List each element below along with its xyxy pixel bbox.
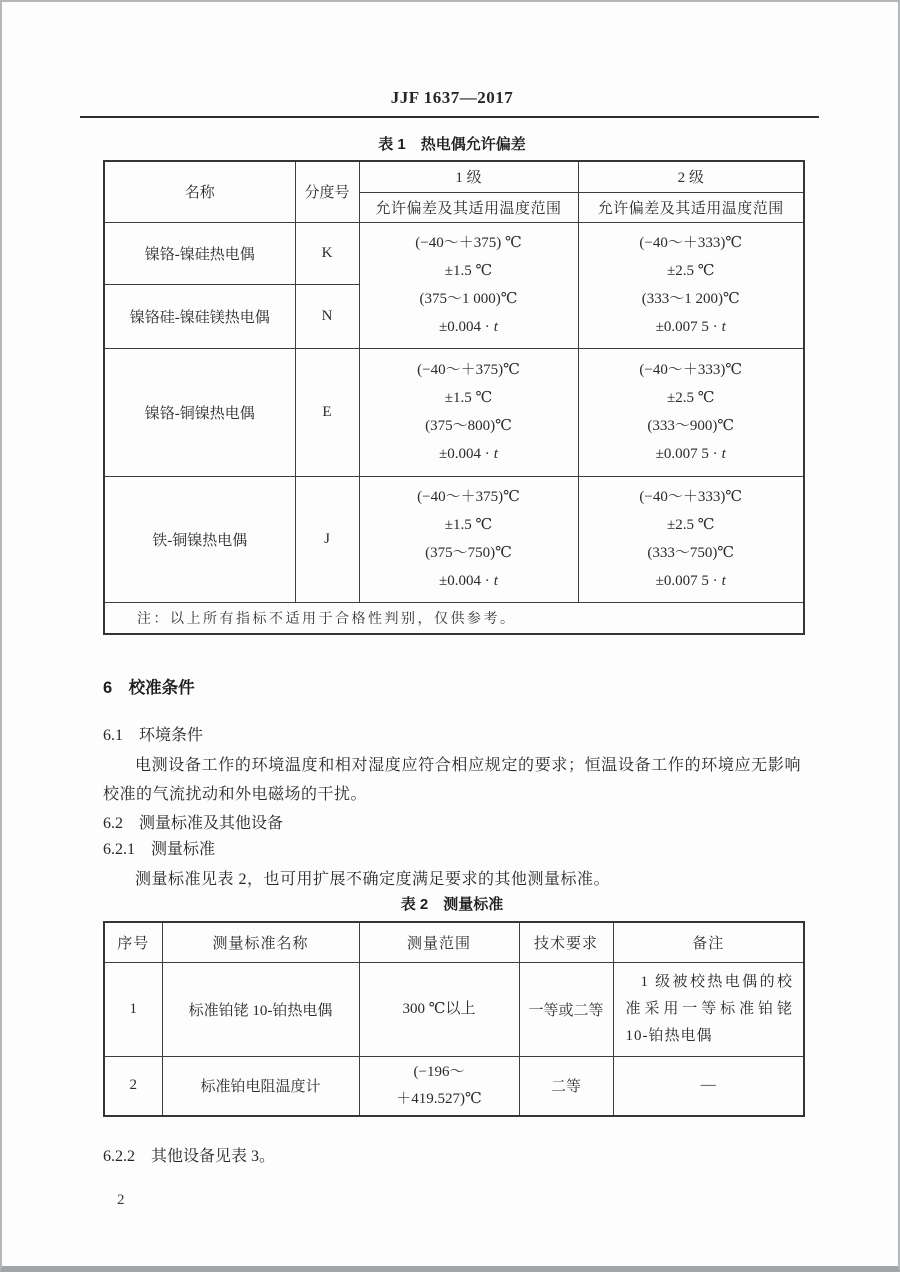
section-6-heading: 6 校准条件 xyxy=(103,679,195,697)
table1-header-grade2: 2 级 xyxy=(578,161,804,192)
table2-header-remark: 备注 xyxy=(613,922,804,962)
range-line: 300 ℃以上 xyxy=(402,1000,476,1017)
cell-grade2-e xyxy=(578,348,804,476)
section-6-2-1-paragraph: 测量标准见表 2，也可用扩展不确定度满足要求的其他测量标准。 xyxy=(135,871,611,888)
deviation-line: (−40～＋333)℃ xyxy=(639,235,743,251)
cell-standard-name: 标准铂电阻温度计 xyxy=(162,1056,359,1116)
cell-name-e: 镍铬-铜镍热电偶 xyxy=(104,348,295,476)
section-6-2-1-heading: 6.2.1 测量标准 xyxy=(103,841,216,858)
deviation-line: ±1.5 ℃ xyxy=(444,263,493,279)
header-rule xyxy=(80,116,819,118)
deviation-line xyxy=(583,440,800,468)
deviation-line: (−40～＋375) ℃ xyxy=(415,235,522,251)
table2-header-name: 测量标准名称 xyxy=(162,922,359,962)
deviation-line: (−40～＋375)℃ xyxy=(417,362,520,378)
table2-measurement-standards xyxy=(103,921,805,1117)
cell-grade1-j xyxy=(359,476,578,602)
table-row-j xyxy=(104,476,804,602)
cell-code-k: K xyxy=(295,222,359,284)
page-content xyxy=(2,88,898,1209)
section-6-1-heading: 6.1 环境条件 xyxy=(103,727,204,744)
variable-t: t xyxy=(493,573,498,589)
variable-t: t xyxy=(721,446,726,462)
cell-range xyxy=(359,962,519,1056)
table1-thermocouple-deviations xyxy=(103,160,805,635)
cell-name-k: 镍铬-镍硅热电偶 xyxy=(104,222,295,284)
cell-grade2-j xyxy=(578,476,804,602)
table-row-e xyxy=(104,348,804,476)
variable-t: t xyxy=(493,446,498,462)
deviation-line: ±1.5 ℃ xyxy=(444,390,493,406)
deviation-line: (−40～＋333)℃ xyxy=(639,489,743,505)
deviation-formula: ±0.007 5 · xyxy=(655,319,718,335)
deviation-formula: ±0.004 · xyxy=(439,573,490,589)
deviation-line: (375～750)℃ xyxy=(425,545,512,561)
cell-no: 2 xyxy=(104,1056,162,1116)
table1-subheader-grade2: 允许偏差及其适用温度范围 xyxy=(578,192,804,222)
cell-name-n: 镍铬硅-镍硅镁热电偶 xyxy=(104,284,295,348)
cell-remark: — xyxy=(613,1056,804,1116)
cell-code-e: E xyxy=(295,348,359,476)
deviation-line xyxy=(364,567,574,595)
table-row xyxy=(104,1056,804,1116)
deviation-line xyxy=(364,440,574,468)
deviation-line xyxy=(364,313,574,341)
page-number: 2 xyxy=(117,1191,125,1208)
table1-subheader-grade1: 允许偏差及其适用温度范围 xyxy=(359,192,578,222)
cell-remark: 1 级被校热电偶的校准采用一等标准铂铑 10-铂热电偶 xyxy=(613,962,804,1056)
section-6-2-2-text: 6.2.2 其他设备见表 3。 xyxy=(103,1147,276,1165)
deviation-line: ±2.5 ℃ xyxy=(666,390,715,406)
deviation-formula: ±0.004 · xyxy=(439,446,490,462)
table1-caption: 表 1 热电偶允许偏差 xyxy=(378,136,526,153)
deviation-line: (333～1 200)℃ xyxy=(641,291,740,307)
cell-code-j: J xyxy=(295,476,359,602)
section-6-2-heading: 6.2 测量标准及其他设备 xyxy=(103,815,284,832)
cell-no: 1 xyxy=(104,962,162,1056)
cell-grade1-e xyxy=(359,348,578,476)
deviation-line: ±2.5 ℃ xyxy=(666,517,715,533)
deviation-line: (333～750)℃ xyxy=(647,545,735,561)
table2-header-tech: 技术要求 xyxy=(519,922,613,962)
cell-grade1-kn xyxy=(359,222,578,348)
cell-standard-name: 标准铂铑 10-铂热电偶 xyxy=(162,962,359,1056)
doc-number-header: JJF 1637—2017 xyxy=(390,88,514,107)
table2-caption: 表 2 测量标准 xyxy=(400,896,504,913)
cell-range xyxy=(359,1056,519,1116)
deviation-line: (375～800)℃ xyxy=(425,418,512,434)
deviation-line: ±1.5 ℃ xyxy=(444,517,493,533)
table1-header-grade1: 1 级 xyxy=(359,161,578,192)
deviation-formula: ±0.007 5 · xyxy=(655,573,718,589)
table1-header-row-1 xyxy=(104,161,804,192)
deviation-line: (375～1 000)℃ xyxy=(419,291,518,307)
range-line: ＋419.527)℃ xyxy=(396,1090,482,1107)
table1-note-row xyxy=(104,602,804,634)
deviation-line: ±2.5 ℃ xyxy=(666,263,715,279)
deviation-line: (−40～＋333)℃ xyxy=(639,362,743,378)
deviation-line: (333～900)℃ xyxy=(647,418,735,434)
table1-note: 注：以上所有指标不适用于合格性判别，仅供参考。 xyxy=(104,602,804,634)
section-6-1-paragraph: 电测设备工作的环境温度和相对湿度应符合相应规定的要求；恒温设备工作的环境应无影响校准的气流扰动和外电磁场的干扰。 xyxy=(103,757,801,803)
table2-header-range: 测量范围 xyxy=(359,922,519,962)
table-row xyxy=(104,962,804,1056)
cell-name-j: 铁-铜镍热电偶 xyxy=(104,476,295,602)
deviation-formula: ±0.004 · xyxy=(439,319,490,335)
cell-tech: 一等或二等 xyxy=(519,962,613,1056)
variable-t: t xyxy=(721,319,726,335)
table1-header-code: 分度号 xyxy=(295,161,359,222)
variable-t: t xyxy=(493,319,498,335)
cell-grade2-kn xyxy=(578,222,804,348)
variable-t: t xyxy=(721,573,726,589)
deviation-line xyxy=(583,567,800,595)
table-row-k xyxy=(104,222,804,284)
table2-header-no: 序号 xyxy=(104,922,162,962)
range-line: (−196～ xyxy=(413,1063,465,1080)
table1-header-name: 名称 xyxy=(104,161,295,222)
deviation-line: (−40～＋375)℃ xyxy=(417,489,520,505)
deviation-formula: ±0.007 5 · xyxy=(655,446,718,462)
table2-header-row xyxy=(104,922,804,962)
cell-code-n: N xyxy=(295,284,359,348)
cell-tech: 二等 xyxy=(519,1056,613,1116)
deviation-line xyxy=(583,313,800,341)
